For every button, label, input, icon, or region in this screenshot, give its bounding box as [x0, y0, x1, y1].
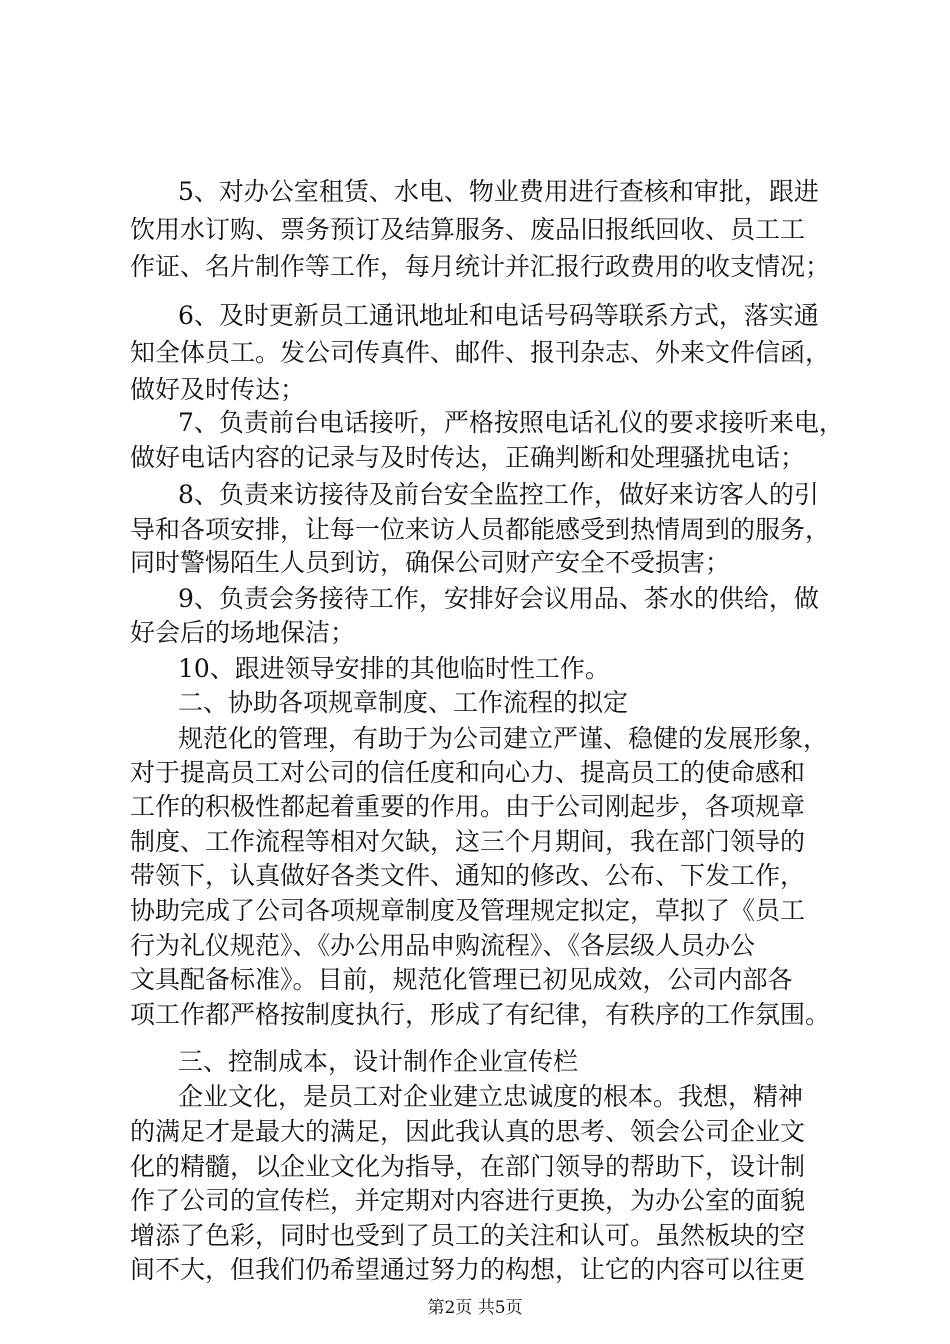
paragraph-line: 协助完成了公司各项规章制度及管理规定拟定，草拟了《员工 [130, 896, 806, 925]
paragraph-line: 做好电话内容的记录与及时传达，正确判断和处理骚扰电话； [130, 443, 806, 472]
paragraph-line: 作了公司的宣传栏，并定期对内容进行更换，为办公室的面貌 [130, 1186, 806, 1215]
paragraph-line: 化的精髓，以企业文化为指导，在部门领导的帮助下，设计制 [130, 1152, 806, 1181]
paragraph-line: 工作的积极性都起着重要的作用。由于公司刚起步，各项规章 [130, 792, 806, 821]
paragraph-line: 制度、工作流程等相对欠缺，这三个月期间，我在部门领导的 [130, 827, 806, 856]
paragraph-line: 7、负责前台电话接听，严格按照电话礼仪的要求接听来电， [178, 408, 844, 437]
paragraph-line: 增添了色彩，同时也受到了员工的关注和认可。虽然板块的空 [130, 1221, 806, 1250]
paragraph-line: 10、跟进领导安排的其他临时性工作。 [178, 654, 610, 683]
page-number-footer: 第2页 共5页 [427, 1298, 523, 1318]
paragraph-line: 企业文化，是员工对企业建立忠诚度的根本。我想，精神 [178, 1082, 804, 1111]
paragraph-line: 知全体员工。发公司传真件、邮件、报刊杂志、外来文件信函， [130, 338, 831, 367]
paragraph-line: 行为礼仪规范》、《办公用品申购流程》、《各层级人员办公 [130, 931, 756, 960]
paragraph-line: 项工作都严格按制度执行，形成了有纪律，有秩序的工作氛围。 [130, 1000, 831, 1029]
paragraph-line: 对于提高员工对公司的信任度和向心力、提高员工的使命感和 [130, 758, 806, 787]
paragraph-line: 规范化的管理，有助于为公司建立严谨、稳健的发展形象， [178, 724, 829, 753]
paragraph-line: 5、对办公室租赁、水电、物业费用进行查核和审批，跟进 [178, 177, 819, 206]
paragraph-line: 饮用水订购、票务预订及结算服务、废品旧报纸回收、员工工 [130, 215, 806, 244]
paragraph-line: 好会后的场地保洁； [130, 618, 356, 647]
paragraph-line: 导和各项安排，让每一位来访人员都能感受到热情周到的服务， [130, 515, 831, 544]
paragraph-line: 9、负责会务接待工作，安排好会议用品、茶水的供给，做 [178, 584, 819, 613]
section-heading: 二、协助各项规章制度、工作流程的拟定 [178, 688, 629, 717]
paragraph-line: 带领下，认真做好各类文件、通知的修改、公布、下发工作， [130, 861, 806, 890]
paragraph-line: 的满足才是最大的满足，因此我认真的思考、领会公司企业文 [130, 1117, 806, 1146]
paragraph-line: 做好及时传达； [130, 375, 306, 404]
section-heading: 三、控制成本，设计制作企业宣传栏 [178, 1047, 579, 1076]
paragraph-line: 8、负责来访接待及前台安全监控工作，做好来访客人的引 [178, 480, 819, 509]
paragraph-line: 作证、名片制作等工作，每月统计并汇报行政费用的收支情况； [130, 252, 831, 281]
paragraph-line: 间不大，但我们仍希望通过努力的构想，让它的内容可以往更 [130, 1255, 806, 1284]
paragraph-line: 文具配备标准》。目前，规范化管理已初见成效，公司内部各 [130, 965, 793, 994]
paragraph-line: 同时警惕陌生人员到访，确保公司财产安全不受损害； [130, 548, 731, 577]
paragraph-line: 6、及时更新员工通讯地址和电话号码等联系方式，落实通 [178, 301, 819, 330]
